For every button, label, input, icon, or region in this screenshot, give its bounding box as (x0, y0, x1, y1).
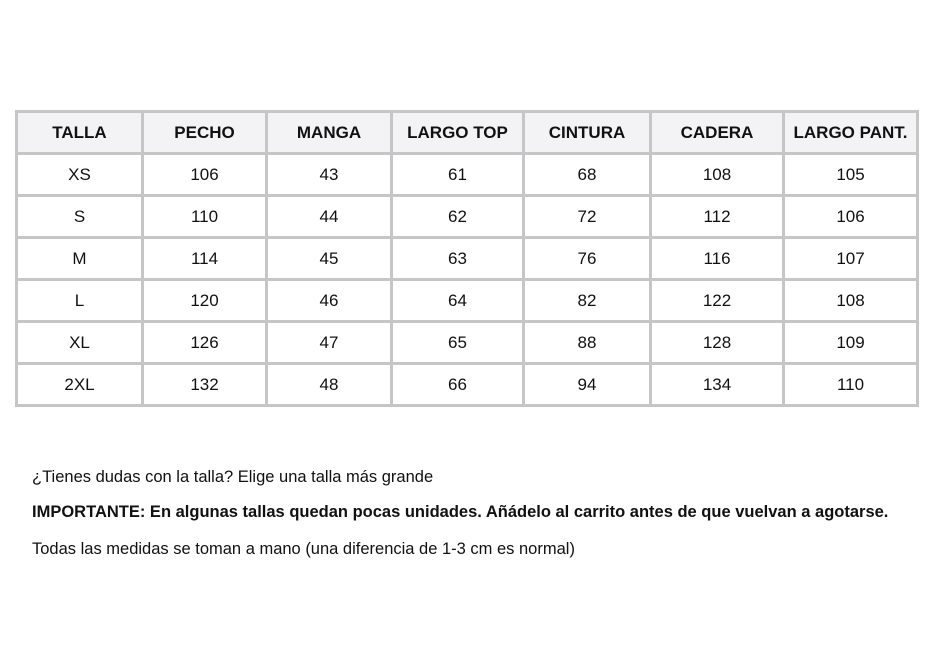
table-cell: 88 (524, 322, 651, 364)
table-cell: 68 (524, 154, 651, 196)
measurements-note: Todas las medidas se toman a mano (una diferencia de 1-3 cm es normal) (32, 540, 575, 558)
table-cell: 120 (143, 280, 267, 322)
table-cell: S (17, 196, 143, 238)
table-cell: 110 (784, 364, 918, 406)
table-cell: 47 (267, 322, 392, 364)
table-cell: 94 (524, 364, 651, 406)
table-cell: 82 (524, 280, 651, 322)
table-row (17, 322, 918, 364)
table-cell: 65 (392, 322, 524, 364)
table-row (17, 364, 918, 406)
table-cell: 45 (267, 238, 392, 280)
table-cell: 108 (784, 280, 918, 322)
table-cell: M (17, 238, 143, 280)
table-cell: 126 (143, 322, 267, 364)
table-cell: 114 (143, 238, 267, 280)
table-cell: 64 (392, 280, 524, 322)
header-talla: TALLA (17, 112, 143, 154)
header-cadera: CADERA (651, 112, 784, 154)
table-cell: 43 (267, 154, 392, 196)
table-cell: 66 (392, 364, 524, 406)
header-manga: MANGA (267, 112, 392, 154)
table-cell: 46 (267, 280, 392, 322)
table-cell: 105 (784, 154, 918, 196)
table-row (17, 280, 918, 322)
table-cell: 134 (651, 364, 784, 406)
table-row (17, 238, 918, 280)
table-cell: 116 (651, 238, 784, 280)
header-pecho: PECHO (143, 112, 267, 154)
table-cell: 107 (784, 238, 918, 280)
table-cell: 44 (267, 196, 392, 238)
table-cell: 109 (784, 322, 918, 364)
table-cell: 106 (143, 154, 267, 196)
table-cell: XL (17, 322, 143, 364)
header-largo-pant: LARGO PANT. (784, 112, 918, 154)
table-cell: 63 (392, 238, 524, 280)
table-row (17, 154, 918, 196)
table-cell: 72 (524, 196, 651, 238)
table-cell: 62 (392, 196, 524, 238)
table-cell: 76 (524, 238, 651, 280)
header-cintura: CINTURA (524, 112, 651, 154)
table-cell: 108 (651, 154, 784, 196)
table-cell: 128 (651, 322, 784, 364)
table-row (17, 196, 918, 238)
table-cell: 2XL (17, 364, 143, 406)
important-note (32, 503, 888, 522)
table-cell: 110 (143, 196, 267, 238)
table-cell: 112 (651, 196, 784, 238)
important-note-text: IMPORTANTE: En algunas tallas quedan pocas unidades. Añádelo al carrito antes de que vuelvan a agotarse. (32, 503, 889, 521)
table-cell: XS (17, 154, 143, 196)
table-cell: 122 (651, 280, 784, 322)
header-largo-top: LARGO TOP (392, 112, 524, 154)
size-chart-table (15, 110, 919, 407)
table-cell: 106 (784, 196, 918, 238)
size-tip-note: ¿Tienes dudas con la talla? Elige una talla más grande (32, 468, 434, 486)
table-cell: 132 (143, 364, 267, 406)
table-cell: 61 (392, 154, 524, 196)
table-cell: L (17, 280, 143, 322)
table-header-row (17, 112, 918, 154)
table-cell: 48 (267, 364, 392, 406)
